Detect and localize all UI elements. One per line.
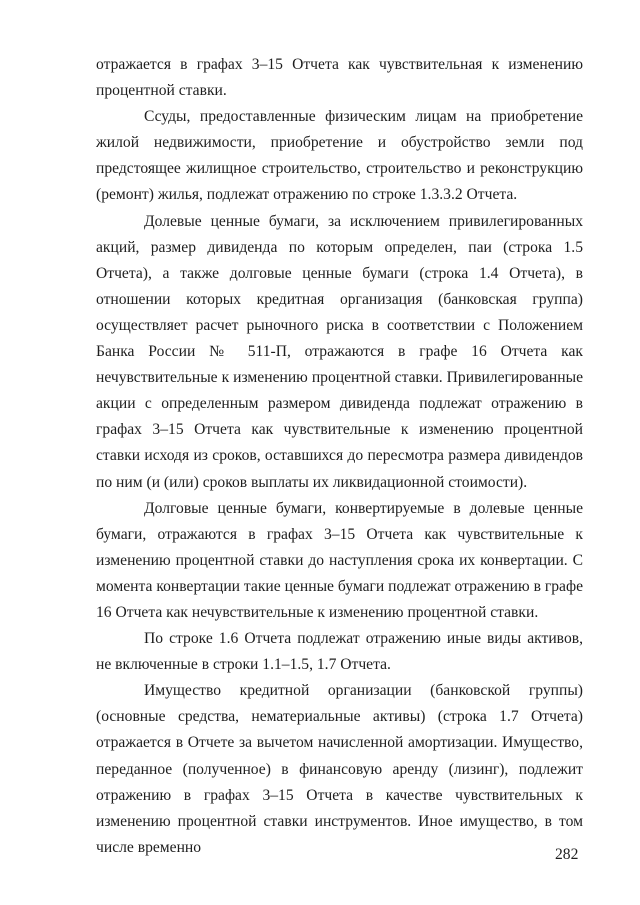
paragraph-convertible-debt: Долговые ценные бумаги, конвертируемые в долевые ценные бумаги, отражаются в графах 3–15 Отчета как чувствительные к изменению процентной ставки до наступления срока их конвертации. С момента конвертации такие ценные бумаги подлежат отражению в графе 16 Отчета как нечувствительные к изменению процентной ставки. [96, 499, 583, 621]
page-number: 282 [555, 846, 579, 863]
paragraph-property: Имущество кредитной организации (банковской группы) (основные средства, нематериальные активы) (строка 1.7 Отчета) отражается в Отчете за вычетом начисленной амортизации. Имущество, переданное (полученное) в финансовую аренду (лизинг), подлежит отражению в графах 3–15 Отчета в качестве чувствительных к изменению процентной ставки инструментов. Иное имущество, в том числе временно [96, 682, 583, 856]
document-body [96, 52, 583, 861]
paragraph-loans-individuals: Ссуды, предоставленные физическим лицам на приобретение жилой недвижимости, приобретение и обустройство земли под предстоящее жилищное строительство, строительство и реконструкцию (ремонт) жилья, подлежат отражению по строке 1.3.3.2 Отчета. [96, 108, 583, 204]
paragraph-line-1-6: По строке 1.6 Отчета подлежат отражению иные виды активов, не включенные в строки 1.1–1.5, 1.7 Отчета. [96, 630, 583, 674]
paragraph-equity-securities: Долевые ценные бумаги, за исключением привилегированных акций, размер дивиденда по которым определен, паи (строка 1.5 Отчета), а также долговые ценные бумаги (строка 1.4 Отчета), в отношении которых кредитная организация (банковская группа) осуществляет расчет рыночного риска в соответствии с Положением Банка России № 511-П, отражаются в графе 16 Отчета как нечувствительные к изменению процентной ставки. Привилегированные акции с определенным размером дивиденда подлежат отражению в графах 3–15 Отчета как чувствительные к изменению процентной ставки исходя из сроков, оставшихся до пересмотра размера дивидендов по ним (и (или) сроков выплаты их ликвидационной стоимости). [96, 212, 583, 491]
paragraph-continuation: отражается в графах 3–15 Отчета как чувствительная к изменению процентной ставки. [96, 56, 583, 100]
